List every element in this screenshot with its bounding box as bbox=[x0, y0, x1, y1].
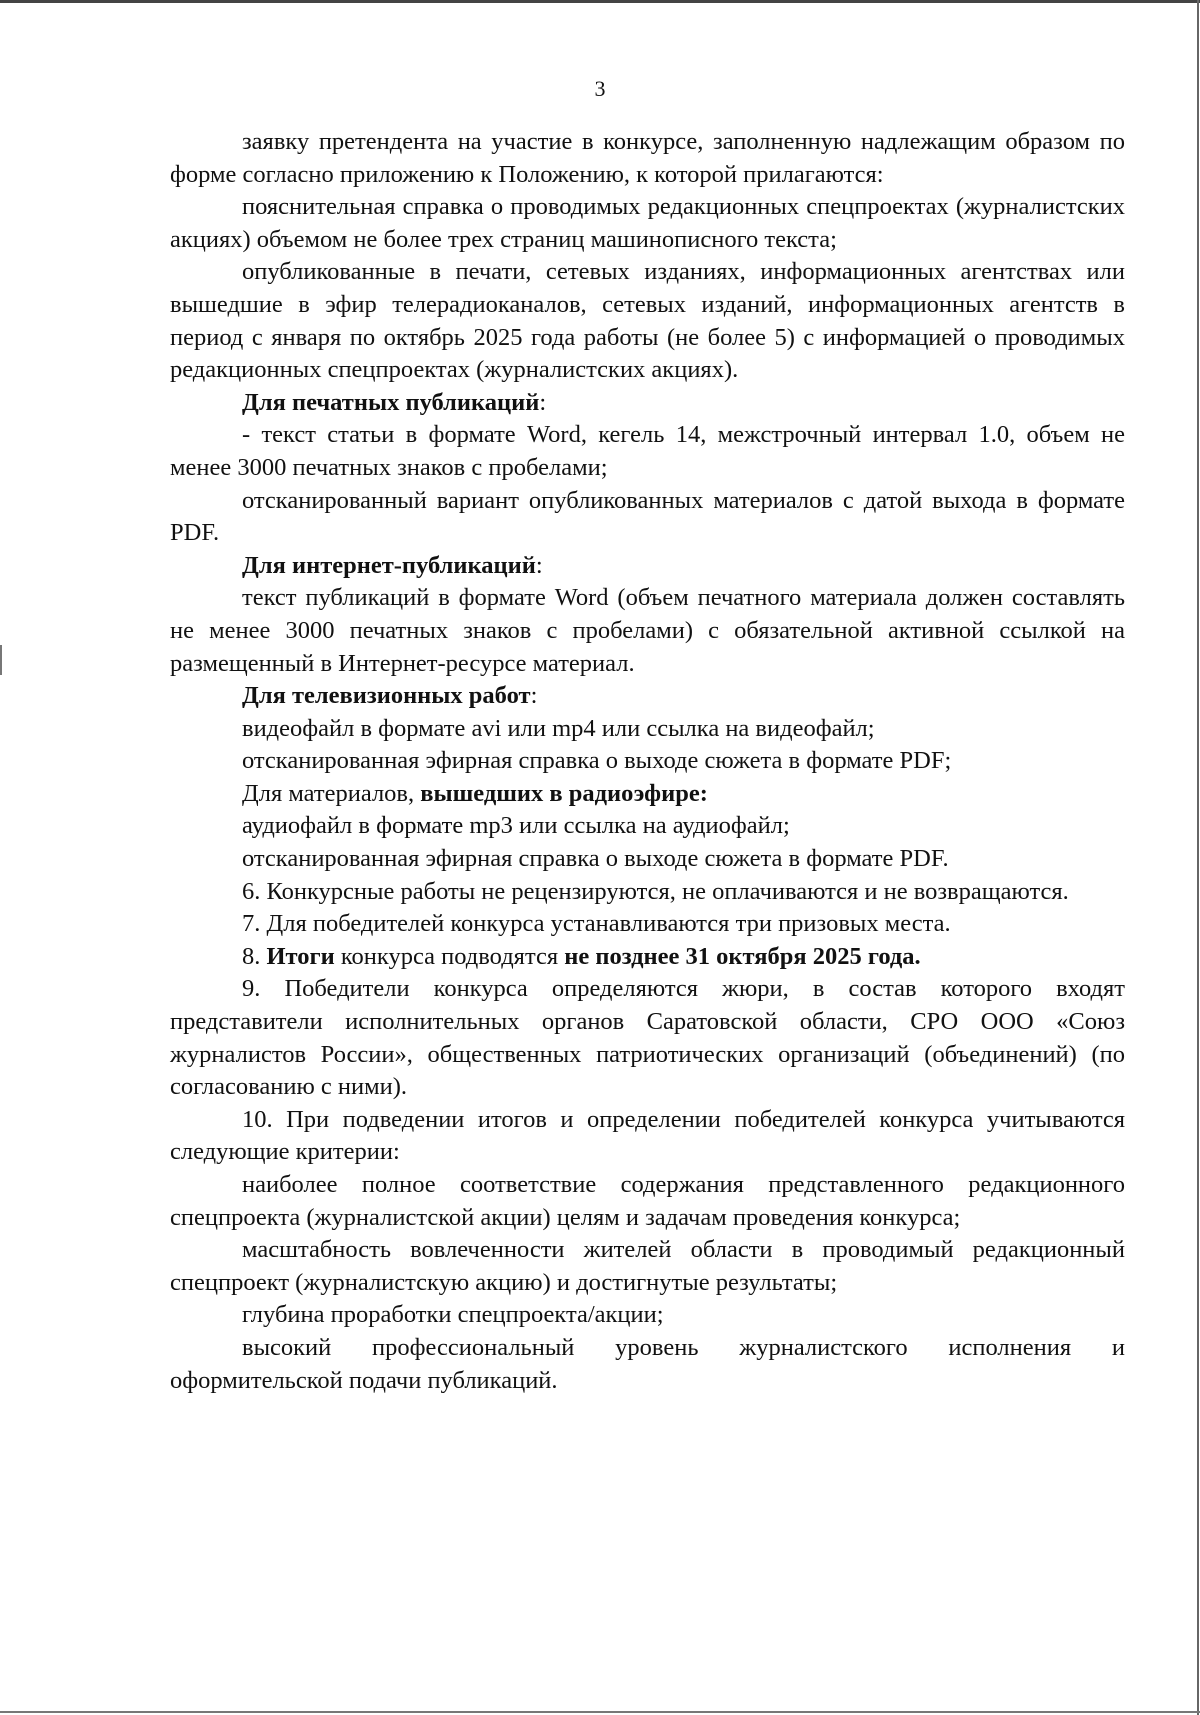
heading-radio bbox=[170, 778, 1125, 811]
scan-edge-bottom bbox=[0, 1711, 1200, 1713]
paragraph-tv-scan: отсканированная эфирная справка о выходе сюжета в формате PDF; bbox=[242, 747, 952, 775]
paragraph-radio-scan: отсканированная эфирная справка о выходе сюжета в формате PDF. bbox=[242, 845, 949, 873]
item-8-middle: конкурса подводятся bbox=[334, 942, 565, 970]
paragraph-item-6: 6. Конкурсные работы не рецензируются, не оплачиваются и не возвращаются. bbox=[242, 877, 1069, 905]
heading-radio-prefix: Для материалов, bbox=[242, 779, 421, 807]
item-8-results: Итоги bbox=[266, 942, 335, 970]
paragraph-print-scan: отсканированный вариант опубликованных материалов с датой выхода в формате PDF. bbox=[170, 486, 1125, 547]
paragraph-radio-audio: аудиофайл в формате mp3 или ссылка на аудиофайл; bbox=[242, 812, 790, 840]
paragraph-tv-video: видеофайл в формате avi или mp4 или ссылка на видеофайл; bbox=[242, 714, 875, 742]
scan-mark-left bbox=[0, 645, 2, 675]
paragraph-explanatory-note: пояснительная справка о проводимых редакционных спецпроектах (журналистских акциях) объемом не более трех страниц машинописного текста; bbox=[170, 193, 1125, 253]
heading-internet-colon: : bbox=[535, 551, 543, 579]
heading-print-colon: : bbox=[539, 388, 547, 416]
page-number: 3 bbox=[594, 76, 606, 101]
paragraph-item-10: 10. При подведении итогов и определении победителей конкурса учитываются следующие критерии: bbox=[170, 1105, 1125, 1166]
paragraph-internet-text: текст публикаций в формате Word (объем печатного материала должен составлять не менее 3000 печатных знаков с пробелами) с обязательной активной ссылкой на размещенный в Интернет-ресурсе материал. bbox=[170, 584, 1125, 677]
paragraph-application: заявку претендента на участие в конкурсе, заполненную надлежащим образом по форме согласно приложению к Положению, к которой прилагаются: bbox=[170, 128, 1125, 188]
scan-edge-top bbox=[0, 0, 1200, 3]
heading-tv-colon: : bbox=[530, 682, 538, 710]
heading-internet-label: Для интернет-публикаций bbox=[242, 551, 536, 579]
heading-print-label: Для печатных публикаций bbox=[242, 388, 540, 416]
scan-edge-right bbox=[1197, 0, 1199, 1715]
paragraph-print-text: - текст статьи в формате Word, кегель 14, межстрочный интервал 1.0, объем не менее 3000 печатных знаков с пробелами; bbox=[170, 421, 1125, 481]
paragraph-criterion-3: глубина проработки спецпроекта/акции; bbox=[242, 1301, 664, 1329]
paragraph-item-9: 9. Победители конкурса определяются жюри, в состав которого входят представители исполнительных органов Саратовской области, СРО ООО «Союз журналистов России», общественных патриотических организаций (объединений) (по согласованию с ними). bbox=[170, 975, 1125, 1101]
paragraph-item-7: 7. Для победителей конкурса устанавливаются три призовых места. bbox=[242, 910, 951, 938]
heading-internet bbox=[170, 550, 1125, 583]
item-8-number: 8. bbox=[242, 942, 267, 970]
paragraph-criterion-2: масштабность вовлеченности жителей области в проводимый редакционный спецпроект (журналистскую акцию) и достигнутые результаты; bbox=[170, 1236, 1125, 1296]
paragraph-published-works: опубликованные в печати, сетевых изданиях, информационных агентствах или вышедшие в эфир телерадиоканалов, сетевых изданий, информационных агентств в период с января по октябрь 2025 года работы (не более 5) с информацией о проводимых редакционных спецпроектах (журналистских акциях). bbox=[170, 258, 1125, 384]
heading-tv-label: Для телевизионных работ bbox=[242, 682, 531, 710]
heading-tv bbox=[170, 680, 1125, 713]
paragraph-criterion-1: наиболее полное соответствие содержания представленного редакционного спецпроекта (журналистской акции) целям и задачам проведения конкурса; bbox=[170, 1171, 1125, 1231]
paragraph-item-8 bbox=[170, 941, 1125, 974]
heading-print bbox=[170, 387, 1125, 420]
paragraph-criterion-4: высокий профессиональный уровень журналистского исполнения и оформительской подачи публикаций. bbox=[170, 1333, 1125, 1394]
item-8-deadline: не позднее 31 октября 2025 года. bbox=[564, 942, 921, 970]
heading-radio-bold: вышедших в радиоэфире: bbox=[420, 779, 708, 807]
document-body bbox=[170, 126, 1125, 1397]
